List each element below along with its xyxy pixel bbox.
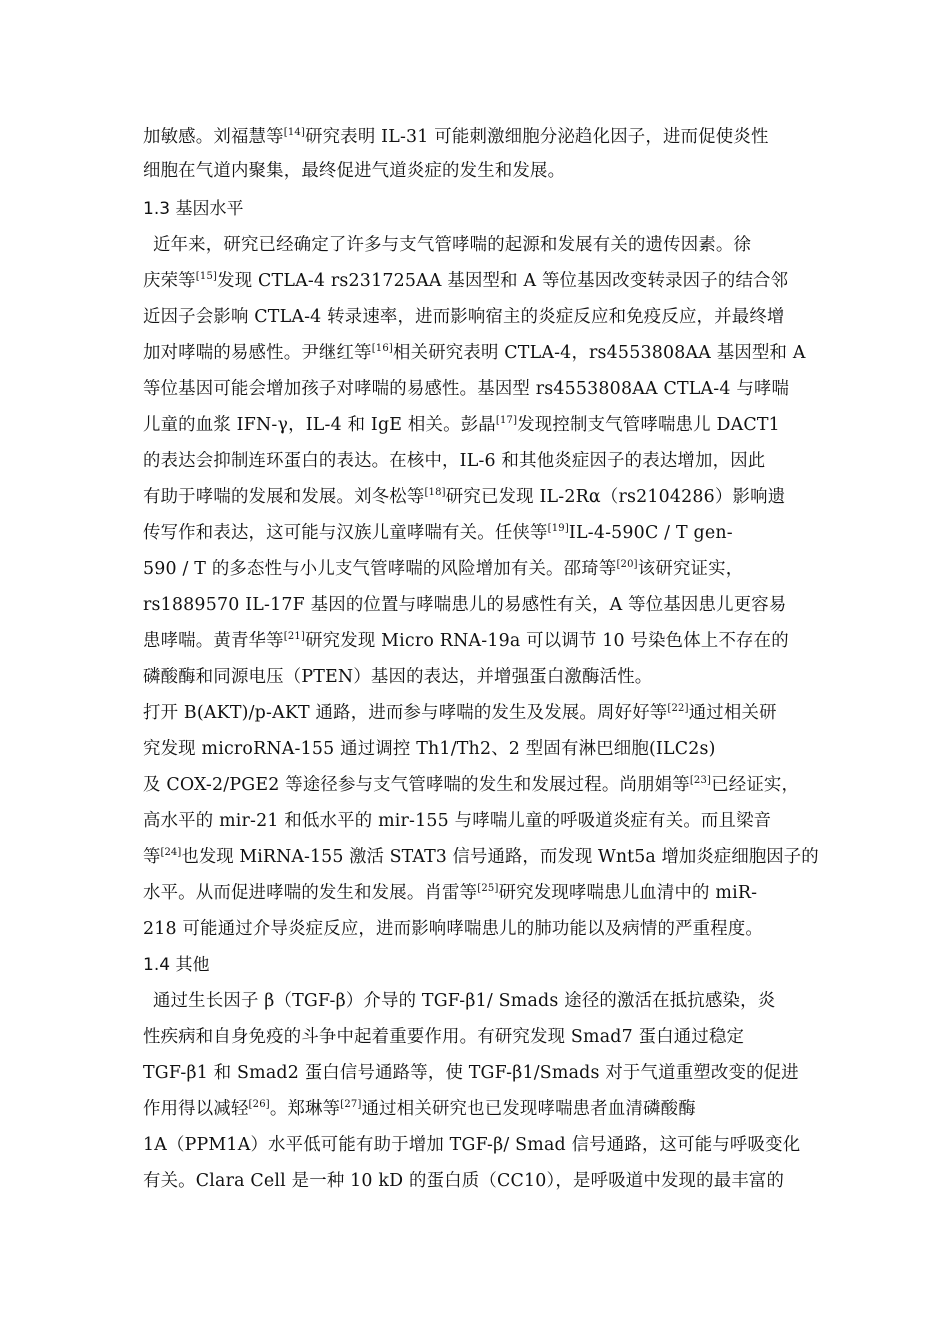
citation-mark: [23]: [689, 775, 712, 786]
paragraph-line: 水平。从而促进哮喘的发生和发展。肖雷等[25]研究发现哮喘患儿血清中的 miR-: [143, 883, 758, 903]
paragraph-line: 细胞在气道内聚集，最终促进气道炎症的发生和发展。: [143, 161, 566, 181]
paragraph-line: 及 COX-2/PGE2 等途径参与支气管哮喘的发生和发展过程。尚朋娟等[23]已经证实，: [143, 775, 800, 795]
citation-mark: [26]: [248, 1099, 270, 1110]
paragraph-line: 打开 B(AKT)/p-AKT 通路，进而参与哮喘的发生及发展。周好好等[22]通过相关研: [143, 703, 777, 723]
paragraph-line: 等位基因可能会增加孩子对哮喘的易感性。基因型 rs4553808AA CTLA-4 与哮喘: [143, 379, 790, 399]
paragraph-line: 590 / T 的多态性与小儿支气管哮喘的风险增加有关。邵琦等[20]该研究证实，: [143, 559, 744, 579]
paragraph-line: 近年来，研究已经确定了许多与支气管哮喘的起源和发展有关的遗传因素。徐: [153, 235, 752, 255]
paragraph-line: 1A（PPM1A）水平低可能有助于增加 TGF-β/ Smad 信号通路，这可能与呼吸变化: [143, 1135, 801, 1155]
paragraph-line: 的表达会抑制连环蛋白的表达。在核中，IL-6 和其他炎症因子的表达增加，因此: [143, 451, 766, 471]
paragraph-line: 加敏感。刘福慧等[14]研究表明 IL-31 可能刺激细胞分泌趋化因子，进而促使炎性: [143, 127, 769, 147]
paragraph-line: 儿童的血浆 IFN-γ，IL-4 和 IgE 相关。彭晶[17]发现控制支气管哮喘患儿 DACT1: [143, 415, 780, 435]
citation-mark: [17]: [495, 415, 518, 426]
citation-mark: [14]: [283, 127, 306, 138]
paragraph-line: 作用得以减轻[26]。郑琳等[27]通过相关研究也已发现哮喘患者血清磷酸酶: [143, 1099, 696, 1119]
paragraph-line: 性疾病和自身免疫的斗争中起着重要作用。有研究发现 Smad7 蛋白通过稳定: [143, 1027, 745, 1047]
citation-mark: [16]: [371, 343, 394, 354]
paragraph-line: rs1889570 IL-17F 基因的位置与哮喘患儿的易感性有关，A 等位基因患儿更容易: [143, 595, 787, 615]
citation-mark: [15]: [195, 271, 218, 282]
paragraph-line: 等[24]也发现 MiRNA-155 激活 STAT3 信号通路，而发现 Wnt5a 增加炎症细胞因子的: [143, 847, 819, 867]
citation-mark: [19]: [547, 523, 569, 534]
section-heading-1-3: 1.3 基因水平: [143, 199, 244, 219]
paragraph-line: 磷酸酶和同源电压（PTEN）基因的表达，并增强蛋白激酶活性。: [143, 667, 653, 687]
citation-mark: [27]: [340, 1099, 362, 1110]
paragraph-line: 高水平的 mir-21 和低水平的 mir-155 与哮喘儿童的呼吸道炎症有关。而且梁音: [143, 811, 772, 831]
citation-mark: [18]: [424, 487, 446, 498]
citation-mark: [20]: [616, 559, 638, 570]
citation-mark: [22]: [667, 703, 689, 714]
paragraph-line: TGF-β1 和 Smad2 蛋白信号通路等，使 TGF-β1/Smads 对于气道重塑改变的促进: [143, 1063, 799, 1083]
paragraph-line: 患哮喘。黄青华等[21]研究发现 Micro RNA-19a 可以调节 10 号染色体上不存在的: [143, 631, 789, 651]
paragraph-line: 有助于哮喘的发展和发展。刘冬松等[18]研究已发现 IL-2Rα（rs2104286）影响遗: [143, 487, 786, 507]
paragraph-line: 218 可能通过介导炎症反应，进而影响哮喘患儿的肺功能以及病情的严重程度。: [143, 919, 764, 939]
paragraph-line: 加对哮喘的易感性。尹继红等[16]相关研究表明 CTLA-4，rs4553808AA 基因型和 A: [143, 343, 806, 363]
paragraph-line: 近因子会影响 CTLA-4 转录速率，进而影响宿主的炎症反应和免疫反应，并最终增: [143, 307, 785, 327]
section-heading-1-4: 1.4 其他: [143, 955, 210, 975]
paragraph-line: 传写作和表达，这可能与汉族儿童哮喘有关。任侠等[19]IL-4-590C / T gen-: [143, 523, 733, 543]
paragraph-line: 庆荣等[15]发现 CTLA-4 rs231725AA 基因型和 A 等位基因改变转录因子的结合邻: [143, 271, 789, 291]
paragraph-line: 有关。Clara Cell 是一种 10 kD 的蛋白质（CC10），是呼吸道中发现的最丰富的: [143, 1171, 785, 1191]
citation-mark: [24]: [160, 847, 182, 858]
paragraph-line: 通过生长因子 β（TGF-β）介导的 TGF-β1/ Smads 途径的激活在抵抗感染，炎: [153, 991, 776, 1011]
citation-mark: [21]: [283, 631, 306, 642]
citation-mark: [25]: [477, 883, 499, 894]
paragraph-line: 究发现 microRNA-155 通过调控 Th1/Th2、2 型固有淋巴细胞(ILC2s): [143, 739, 716, 759]
